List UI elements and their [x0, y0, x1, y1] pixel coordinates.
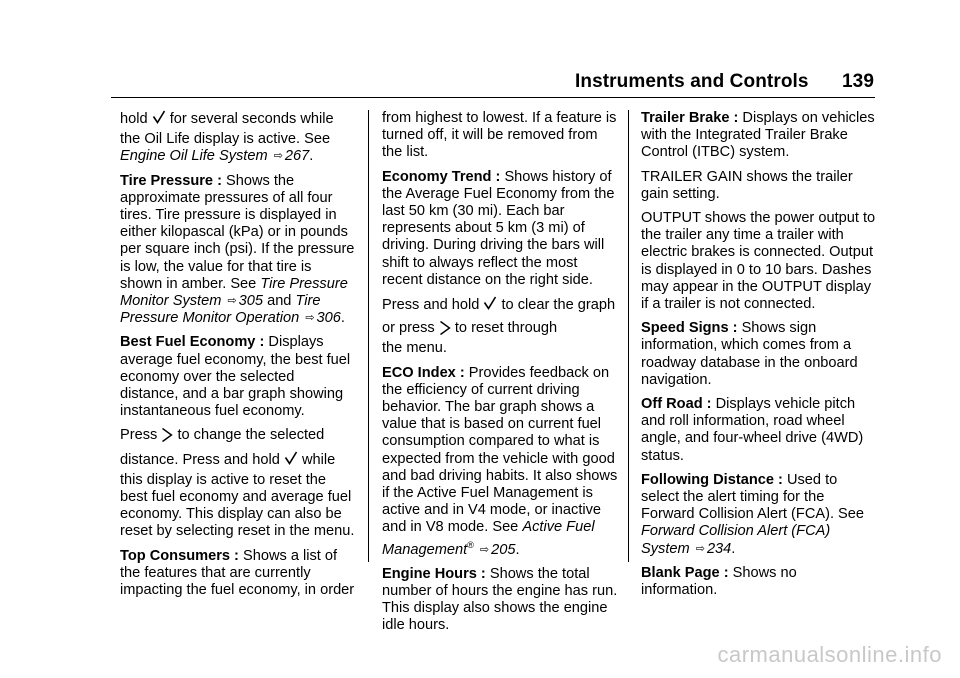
blank-page-entry: Blank Page : Shows no information.	[641, 564, 797, 599]
page-ref-icon: ⇨	[695, 542, 705, 555]
speed-signs-entry: Speed Signs : Shows sign information, which comes from a roadway database in the onboard navigation.	[641, 320, 858, 388]
term-top-consumers: Top Consumers :	[120, 547, 239, 564]
top-consumers-entry: Top Consumers : Shows a list of the features that are currently impacting the fuel economy, in order	[120, 547, 355, 599]
term-best-fuel-economy: Best Fuel Economy :	[120, 334, 265, 351]
link-active-fuel-management[interactable]: Active Fuel Management	[382, 519, 595, 558]
page-ref-icon: ⇨	[273, 150, 283, 163]
following-distance-entry: Following Distance : Used to select the alert timing for the Forward Collision Alert (FCA). See Forward Collision Alert (FCA) System ⇨ 234.	[641, 471, 865, 557]
link-engine-oil-life[interactable]: Engine Oil Life System	[120, 148, 268, 165]
term-speed-signs: Speed Signs :	[641, 320, 738, 337]
term-economy-trend: Economy Trend :	[382, 168, 501, 185]
column-divider	[368, 110, 369, 562]
press-paragraph: Press to change the selected	[120, 427, 325, 444]
column-1	[120, 110, 356, 606]
eco-index-entry: ECO Index : Provides feedback on the efficiency of current driving behavior. The bar graph shows a value that is based on current fuel consumption compared to what is expected from the vehicle with good and bad driving habits. It also shows if the Active Fuel Management is active and in V4 mode, or inactive and in V8 mode. See Active Fuel Management® ⇨ 205.	[382, 364, 618, 558]
press-paragraph-line2: distance. Press and hold while	[120, 451, 336, 468]
term-off-road: Off Road :	[641, 396, 712, 413]
economy-trend-entry: Economy Trend : Shows history of the Average Fuel Economy from the last 50 km (30 mi). Each bar represents about 5 km (3 mi) of driving. During driving the bars will shift to always reflect the most recent distance on the right side.	[382, 168, 615, 288]
watermark: carmanualsonline.info	[717, 642, 942, 667]
checkmark-icon	[152, 110, 166, 124]
term-trailer-brake: Trailer Brake :	[641, 110, 739, 126]
right-arrow-icon	[439, 320, 451, 336]
press-hold-paragraph: Press and hold to clear the graph	[382, 297, 616, 314]
header-rule	[111, 97, 875, 98]
term-engine-hours: Engine Hours :	[382, 565, 486, 582]
oil-life-paragraph-cont: the Oil Life display is active. See Engine Oil Life System ⇨ 267.	[120, 131, 331, 165]
trailer-gain-paragraph: TRAILER GAIN shows the trailer gain setting.	[641, 168, 853, 202]
page-number: 139	[841, 71, 874, 92]
trailer-brake-entry: Trailer Brake : Displays on vehicles with the Integrated Trailer Brake Control (ITBC) system.	[641, 110, 875, 161]
link-tire-monitor-system[interactable]: Tire Pressure Monitor System	[120, 275, 348, 310]
section-title: Instruments and Controls	[575, 71, 809, 92]
page-ref-icon: ⇨	[305, 312, 315, 325]
column-3	[641, 110, 877, 606]
term-eco-index: ECO Index :	[382, 364, 465, 381]
press-paragraph-rest: this display is active to reset the best fuel economy and average fuel economy. This display can also be reset by selecting reset in the menu.	[120, 471, 355, 540]
press-hold-line3: the menu.	[382, 340, 447, 357]
output-paragraph: OUTPUT shows the power output to the trailer any time a trailer with electric brakes is connected. Output is displayed in 0 to 10 bars. Dashes may appear in the OUTPUT display if a trailer is not connected.	[641, 210, 876, 313]
tire-pressure-entry: Tire Pressure : Shows the approximate pressures of all four tires. Tire pressure is displayed in either kilopascal (kPa) or in pounds per square inch (psi). If the pressure is low, the value for that tire is shown in amber. See Tire Pressure Monitor System ⇨ 305 and Tire Pressure Monitor Operation ⇨ 306.	[120, 172, 355, 327]
press-hold-line2: or press to reset through	[382, 320, 558, 337]
column-2	[382, 110, 618, 642]
page-ref-icon: ⇨	[227, 295, 237, 308]
term-following-distance: Following Distance :	[641, 471, 783, 488]
term-blank-page: Blank Page :	[641, 564, 729, 581]
link-forward-collision-alert[interactable]: Forward Collision Alert (FCA) System	[641, 523, 831, 557]
oil-life-paragraph: hold for several seconds while	[120, 111, 334, 127]
term-tire-pressure: Tire Pressure :	[120, 172, 222, 189]
engine-hours-entry: Engine Hours : Shows the total number of hours the engine has run. This display also shows the engine idle hours.	[382, 565, 618, 634]
column-divider	[628, 110, 629, 562]
best-fuel-entry: Best Fuel Economy : Displays average fuel economy, the best fuel economy over the selected distance, and a bar graph showing instantaneous fuel economy.	[120, 334, 351, 420]
right-arrow-icon	[161, 427, 173, 443]
page-header	[575, 71, 874, 93]
checkmark-icon	[483, 296, 497, 310]
off-road-entry: Off Road : Displays vehicle pitch and roll information, road wheel angle, and four-wheel drive (4WD) status.	[641, 396, 864, 464]
top-consumers-cont: from highest to lowest. If a feature is turned off, it will be removed from the list.	[382, 110, 617, 161]
page-ref-icon: ⇨	[479, 543, 490, 556]
checkmark-icon	[284, 451, 298, 465]
link-tire-monitor-operation[interactable]: Tire Pressure Monitor Operation	[120, 293, 321, 327]
